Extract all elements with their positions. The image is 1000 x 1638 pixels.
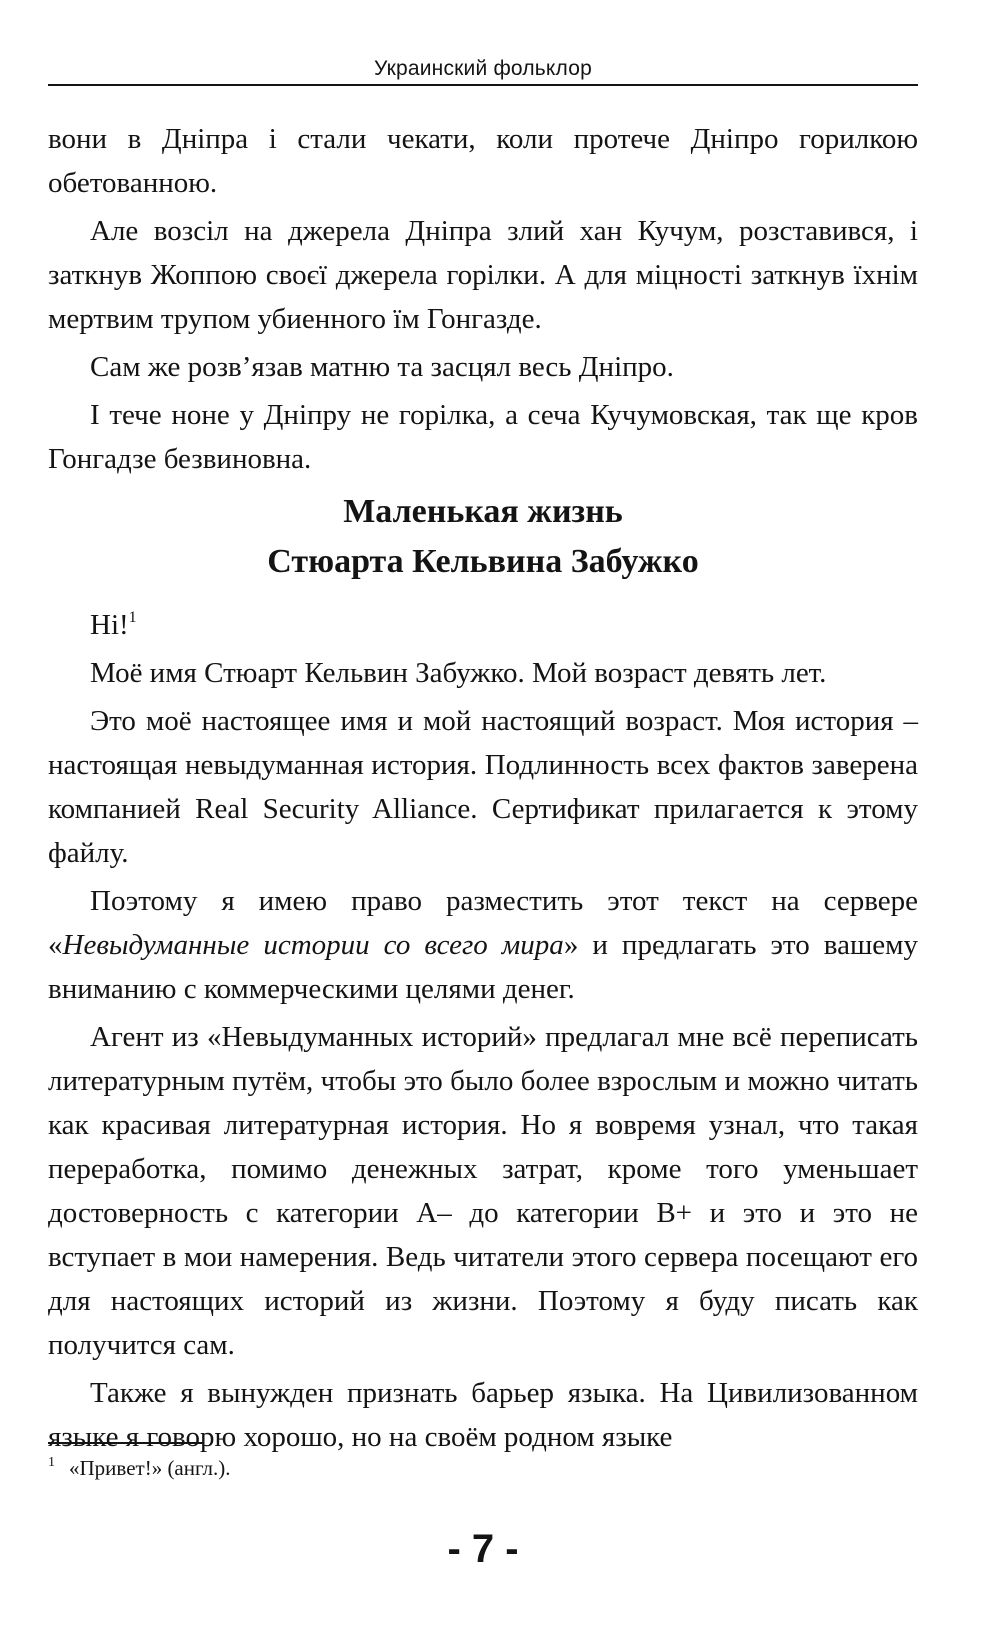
section-title-line-2: Стюарта Кельвина Забужко bbox=[267, 543, 699, 580]
paragraph: Агент из «Невыдуманных историй» предлагал мне всё переписать литературным путём, чтобы это было более взрослым и можно читать как красивая литературная история. Но я вовремя узнал, что такая переработка, помимо денежных затрат, кроме того уменьшает достоверность с категории А– до категории В+ и это и это не вступает в мои намерения. Ведь читатели этого сервера посещают его для настоящих историй из жизни. Поэтому я буду писать как получится сам. bbox=[48, 1021, 918, 1361]
paragraph-text: » и предлагать это вашему вниманию с коммерческими целями денег. bbox=[48, 929, 919, 1005]
footnote-rule bbox=[48, 1442, 204, 1444]
section-title bbox=[48, 487, 918, 587]
italic-server-name: Невыдуманные истории со всего мира bbox=[62, 929, 564, 961]
paragraph: Это моё настоящее имя и мой настоящий возраст. Моя история – настоящая невыдуманная история. Подлинность всех фактов заверена компанией Real Security Alliance. Сертификат прилагается к этому файлу. bbox=[48, 705, 918, 869]
previous-story-ending bbox=[48, 117, 918, 481]
paragraph: вони в Дніпра і стали чекати, коли протече Дніпро горилкою обетованною. bbox=[48, 123, 918, 199]
footnote-reference: 1 bbox=[128, 609, 137, 626]
section-title-line-1: Маленькая жизнь bbox=[343, 493, 623, 530]
greeting-text: Hi! bbox=[90, 609, 129, 641]
paragraph: І тече ноне у Дніпру не горілка, а сеча Кучумовская, так ще кров Гонгадзе безвиновна. bbox=[48, 399, 918, 475]
footnote bbox=[48, 1454, 231, 1482]
paragraph: Также я вынужден признать барьер языка. На Цивилизованном языке я говорю хорошо, но на своём родном языке bbox=[48, 1377, 918, 1453]
paragraph: Сам же розв’язав матню та засцял весь Дніпро. bbox=[90, 351, 674, 383]
page-number: - 7 - bbox=[447, 1527, 519, 1571]
paragraph bbox=[48, 879, 918, 1011]
footnote-text: «Привет!» (англ.). bbox=[69, 1456, 231, 1480]
paragraph-text: Поэтому я имею право разместить этот текст на сервере « bbox=[48, 885, 918, 961]
running-head: Украинский фольклор bbox=[373, 57, 592, 80]
paragraph: Моё имя Стюарт Кельвин Забужко. Мой возраст девять лет. bbox=[90, 657, 827, 689]
running-head-rule bbox=[48, 84, 918, 86]
paragraph: Але возсіл на джерела Дніпра злий хан Кучум, розставився, і заткнув Жоппою своєї джерела горілки. А для міцності заткнув їхнім мертвим трупом убиенного їм Гонгазде. bbox=[48, 215, 918, 335]
footnote-number: 1 bbox=[48, 1455, 55, 1470]
greeting-paragraph bbox=[48, 603, 918, 647]
story-body bbox=[48, 603, 918, 1459]
